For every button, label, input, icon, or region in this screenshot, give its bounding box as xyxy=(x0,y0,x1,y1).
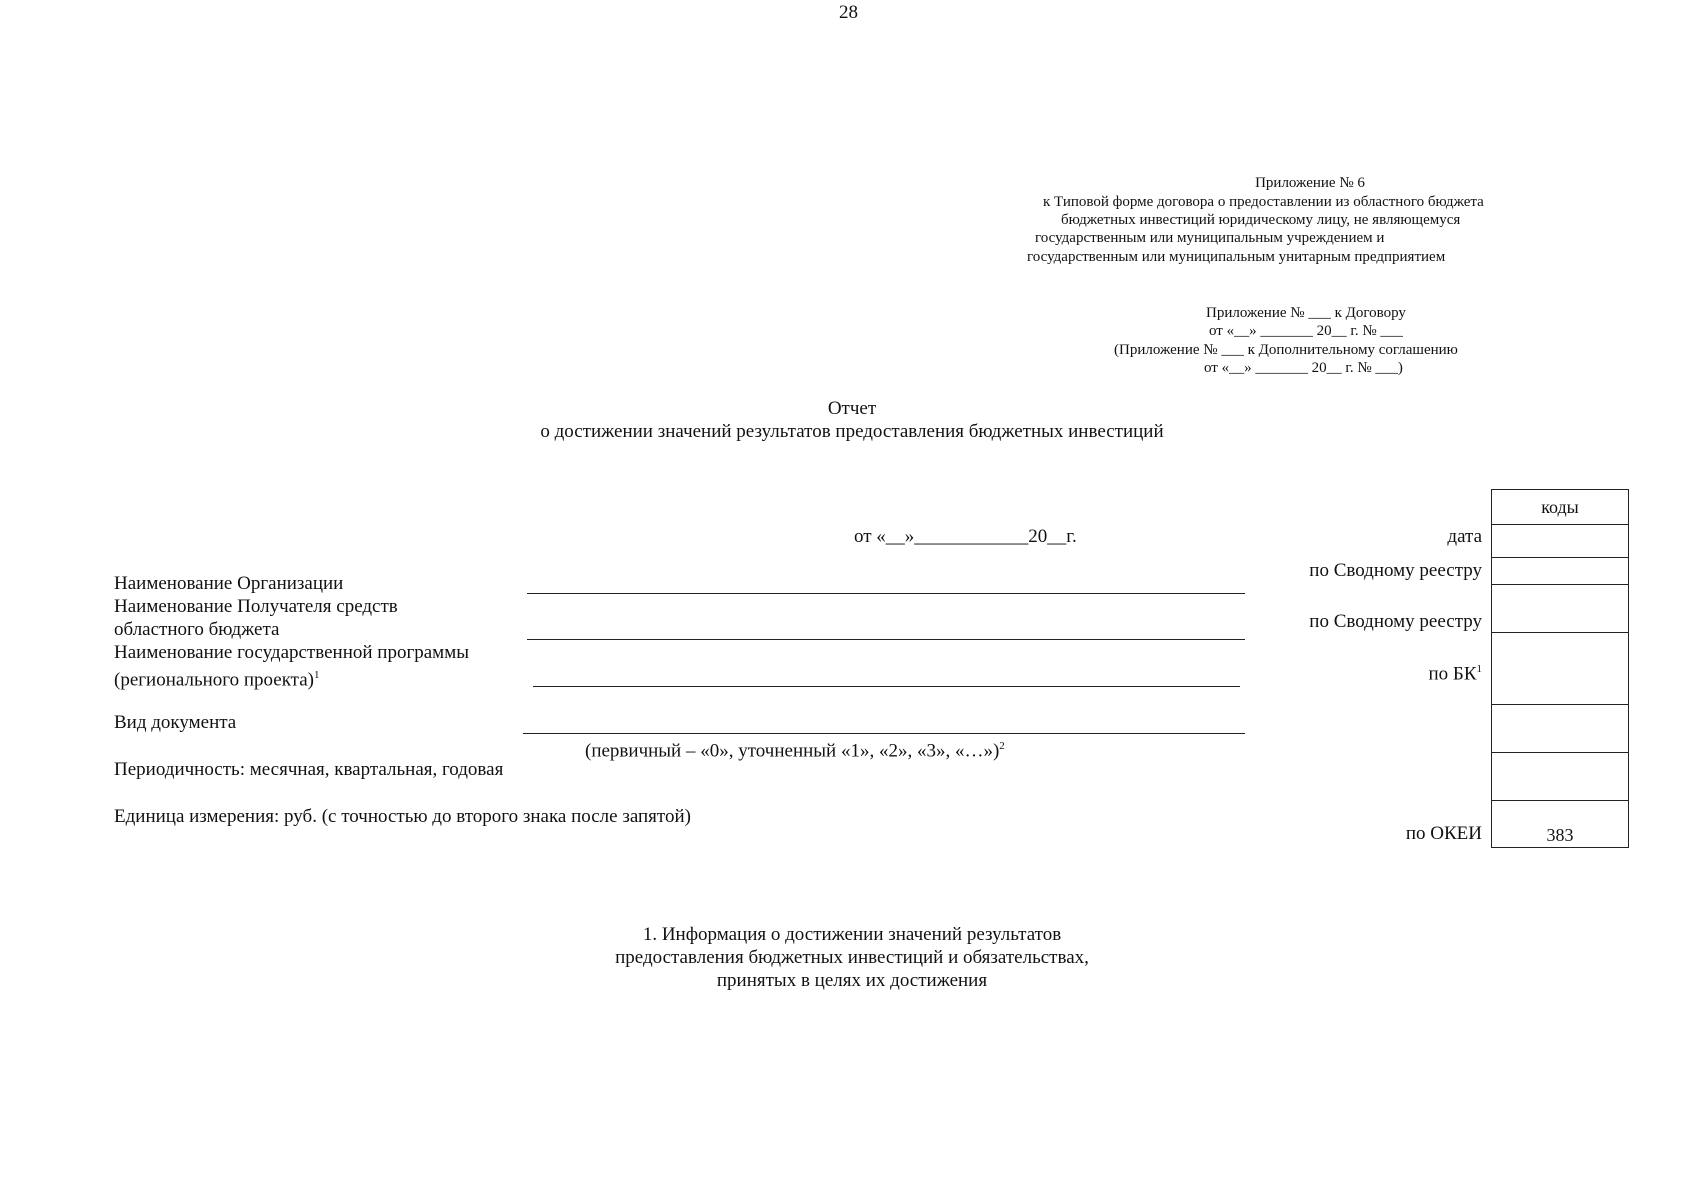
report-subtitle: о достижении значений результатов предоставления бюджетных инвестиций xyxy=(540,421,1164,442)
program-label: Наименование государственной программы xyxy=(114,642,469,663)
page-number: 28 xyxy=(839,2,858,23)
footnote-marker: 2 xyxy=(999,740,1005,752)
org-name-label: Наименование Организации xyxy=(114,573,344,594)
section-1-heading: принятых в целях их достижения xyxy=(716,970,988,991)
doc-type-hint: (первичный – «0», уточненный «1», «2», «3», «…»)$^2$ xyxy=(585,740,1005,762)
org-name-fill-line[interactable] xyxy=(527,593,1245,594)
codes-table xyxy=(1491,489,1629,848)
contract-appendix-line: Приложение № ___ к Договору xyxy=(1206,305,1406,321)
appendix-6-line: государственным или муниципальным учреждением и xyxy=(1035,230,1385,246)
code-label-okei: по ОКЕИ xyxy=(1405,823,1482,844)
code-cell-registry-1[interactable] xyxy=(1492,558,1629,585)
code-cell-bk[interactable] xyxy=(1492,633,1629,705)
recipient-label: областного бюджета xyxy=(114,619,280,640)
codes-header: коды xyxy=(1492,490,1629,525)
periodicity-label: Периодичность: месячная, квартальная, годовая xyxy=(114,759,504,780)
contract-appendix-line: (Приложение № ___ к Дополнительному соглашению xyxy=(1114,342,1458,358)
code-label-registry: по Сводному реестру xyxy=(1309,611,1482,632)
section-1-heading: 1. Информация о достижении значений результатов xyxy=(642,924,1062,945)
report-date-line: от «__»____________20__г. xyxy=(854,526,1077,547)
program-label: (регионального проекта)$^1$ xyxy=(114,669,320,691)
footnote-marker: 1 xyxy=(313,669,320,681)
appendix-6-line: бюджетных инвестиций юридическому лицу, не являющемуся xyxy=(1061,212,1461,228)
section-1-heading: предоставления бюджетных инвестиций и обязательствах, xyxy=(615,947,1089,968)
program-fill-line[interactable] xyxy=(533,686,1240,687)
code-cell-registry-2[interactable] xyxy=(1492,585,1629,633)
code-label-registry: по Сводному реестру xyxy=(1309,560,1482,581)
doc-type-fill-line[interactable] xyxy=(523,733,1245,734)
code-label-date: дата xyxy=(1447,526,1482,547)
report-title: Отчет xyxy=(827,398,877,419)
appendix-6-title: Приложение № 6 xyxy=(1255,175,1365,191)
appendix-6-line: государственным или муниципальным унитарным предприятием xyxy=(1027,249,1446,265)
doc-type-label: Вид документа xyxy=(114,712,237,733)
code-cell-date[interactable] xyxy=(1492,525,1629,558)
code-label-bk: по $БК^1$ xyxy=(1428,663,1482,685)
code-cell-doc-type[interactable] xyxy=(1492,705,1629,753)
contract-appendix-line: от «__» _______ 20__ г. № ___ xyxy=(1209,323,1403,339)
appendix-6-line: к Типовой форме договора о предоставлении из областного бюджета xyxy=(1043,194,1484,210)
contract-appendix-line: от «__» _______ 20__ г. № ___) xyxy=(1204,360,1403,376)
footnote-marker: 1 xyxy=(1476,663,1482,675)
unit-label: Единица измерения: руб. (с точностью до второго знака после запятой) xyxy=(114,806,691,827)
recipient-fill-line[interactable] xyxy=(527,639,1245,640)
code-cell-periodicity[interactable] xyxy=(1492,753,1629,801)
recipient-label: Наименование Получателя средств xyxy=(114,596,398,617)
code-cell-okei: 383 xyxy=(1492,801,1629,848)
